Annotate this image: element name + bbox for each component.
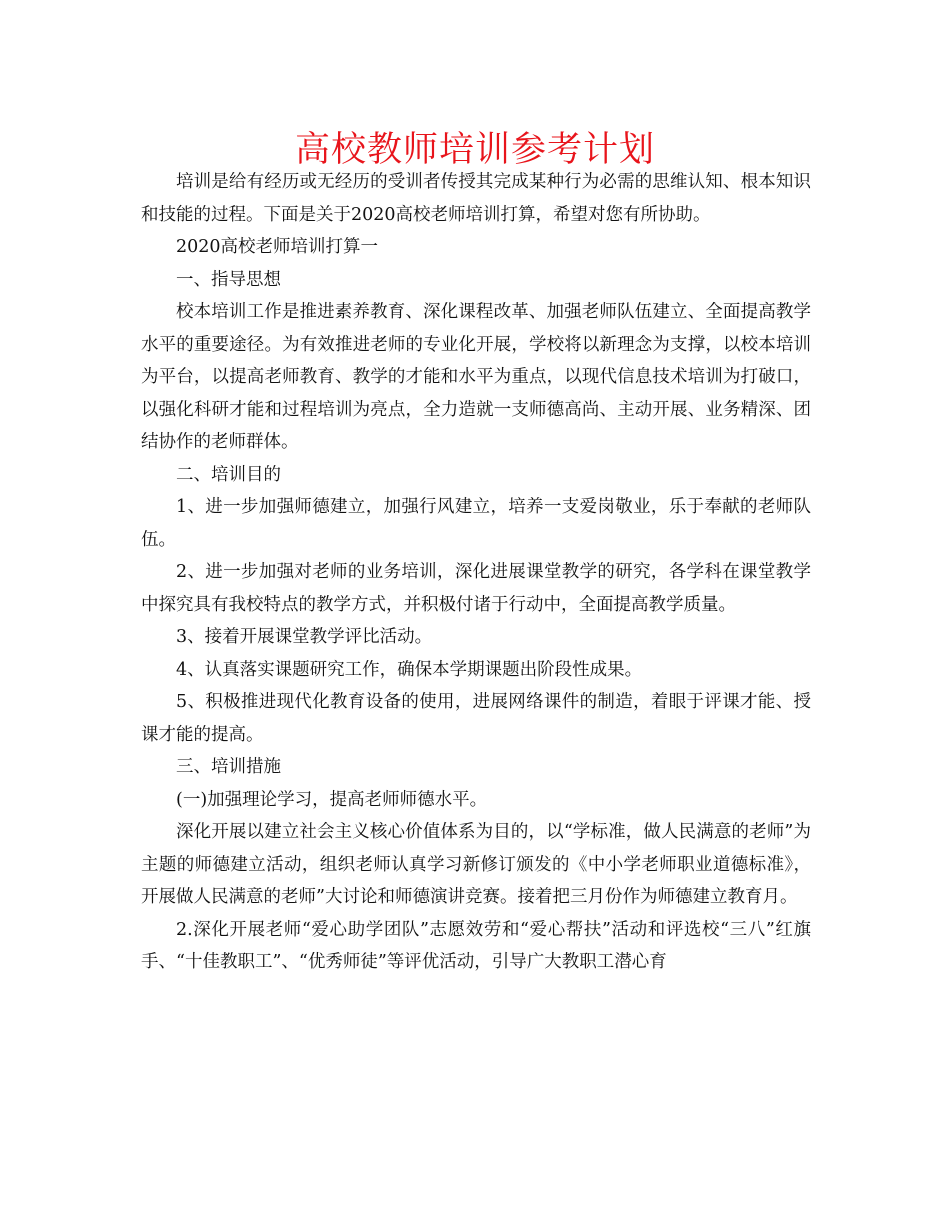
document-title: 高校教师培训参考计划 <box>294 130 655 170</box>
section-heading: 一、指导思想 <box>176 269 281 290</box>
paragraph: 2.深化开展老师“爱心助学团队”志愿效劳和“爱心帮扶”活动和评选校“三八”红旗手、“十佳教职工”、“优秀师徒”等评优活动，引导广大教职工潜心育 <box>141 919 811 972</box>
subsection-heading: (一)加强理论学习，提高老师师德水平。 <box>176 789 488 810</box>
paragraph: 校本培训工作是推进素养教育、深化课程改革、加强老师队伍建立、全面提高教学水平的重要途径。为有效推进老师的专业化开展，学校将以新理念为支撑，以校本培训为平台，以提高老师教育、教学的才能和水平为重点，以现代信息技术培训为打破口，以强化科研才能和过程培训为亮点，全力造就一支师德高尚、主动开展、业务精深、团结协作的老师群体。 <box>141 302 811 452</box>
section-heading: 三、培训措施 <box>176 757 281 777</box>
list-item: 4、认真落实课题研究工作，确保本学期课题出阶段性成果。 <box>176 659 643 680</box>
list-item: 1、进一步加强师德建立，加强行风建立，培养一支爱岗敬业，乐于奉献的老师队伍。 <box>141 497 811 550</box>
document-body <box>141 166 811 979</box>
list-item: 5、积极推进现代化教育设备的使用，进展网络课件的制造，着眼于评课才能、授课才能的提高。 <box>141 692 811 745</box>
paragraph: 深化开展以建立社会主义核心价值体系为目的，以“学标准，做人民满意的老师”为主题的师德建立活动，组织老师认真学习新修订颁发的《中小学老师职业道德标准》，开展做人民满意的老师”大讨论和师德演讲竞赛。接着把三月份作为师德建立教育月。 <box>141 822 811 907</box>
list-item: 2、进一步加强对老师的业务培训，深化进展课堂教学的研究，各学科在课堂教学中探究具有我校特点的教学方式，并积极付诸于行动中，全面提高教学质量。 <box>141 562 811 615</box>
list-item: 3、接着开展课堂教学评比活动。 <box>176 627 433 647</box>
section-heading: 二、培训目的 <box>176 464 281 485</box>
paragraph: 2020高校老师培训打算一 <box>176 237 379 257</box>
paragraph: 培训是给有经历或无经历的受训者传授其完成某种行为必需的思维认知、根本知识和技能的过程。下面是关于2020高校老师培训打算，希望对您有所协助。 <box>141 172 811 225</box>
